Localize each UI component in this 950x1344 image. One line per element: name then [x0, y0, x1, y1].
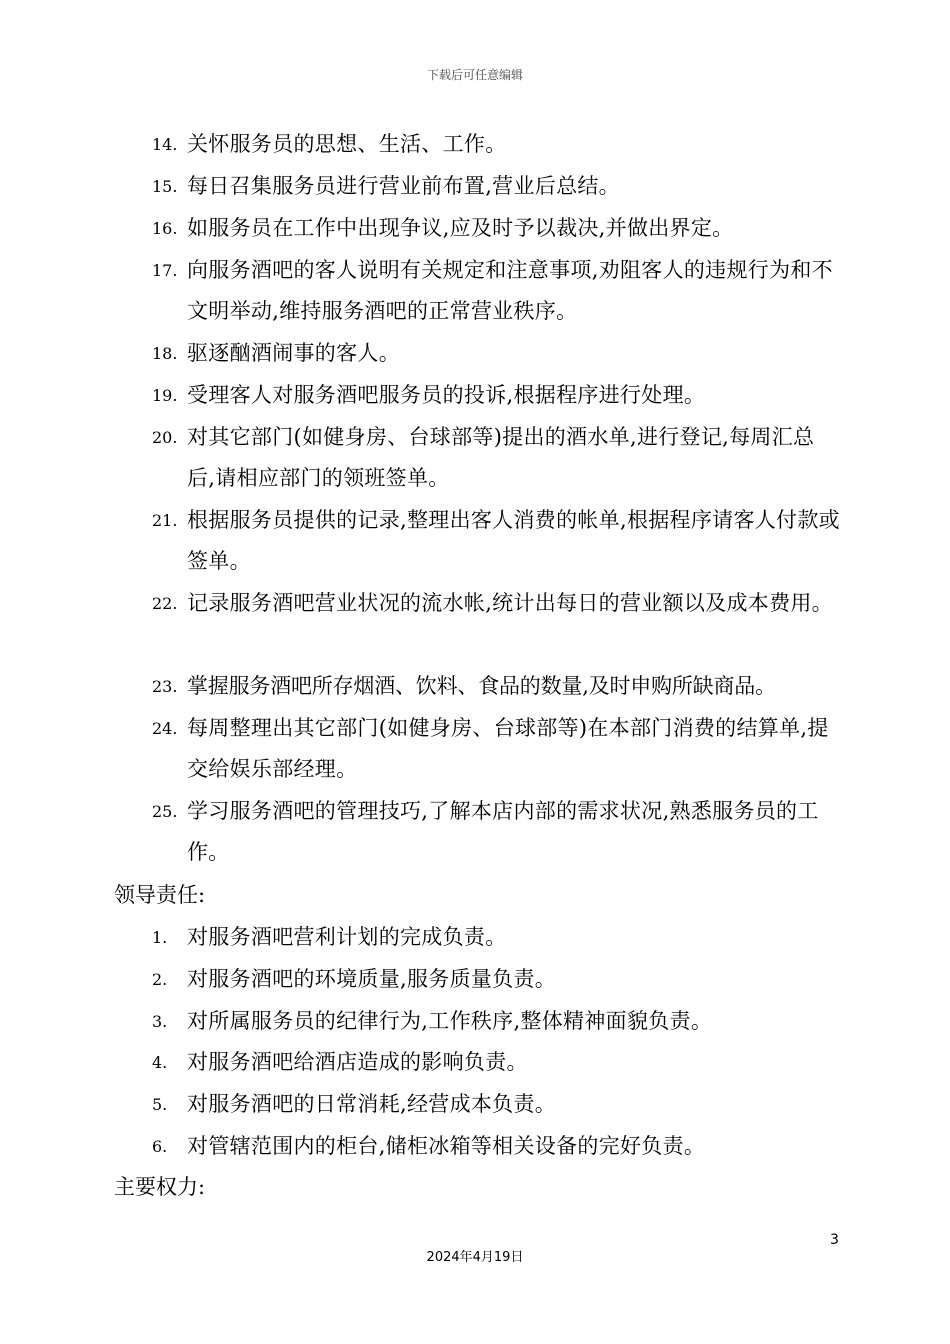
item-number: 20.	[152, 428, 178, 447]
item-text: 向服务酒吧的客人说明有关规定和注意事项,劝阻客人的违规行为和不文明举动,维持服务酒吧的正常营业秩序。	[187, 258, 833, 323]
item-number: 18.	[152, 344, 178, 363]
leadership-heading: 领导责任:	[114, 883, 206, 907]
item-number: 5.	[152, 1095, 168, 1114]
item-number: 19.	[152, 386, 178, 405]
footer-date: 2024年4月19日	[426, 1250, 524, 1265]
item-text: 对管辖范围内的柜台,储柜冰箱等相关设备的完好负责。	[187, 1134, 706, 1158]
item-text: 对服务酒吧营利计划的完成负责。	[187, 925, 507, 949]
item-text: 学习服务酒吧的管理技巧,了解本店内部的需求状况,熟悉服务员的工作。	[187, 799, 819, 864]
item-text: 根据服务员提供的记录,整理出客人消费的帐单,根据程序请客人付款或签单。	[187, 508, 840, 573]
item-text: 受理客人对服务酒吧服务员的投诉,根据程序进行处理。	[187, 383, 706, 407]
item-number: 4.	[152, 1053, 168, 1072]
item-number: 3.	[152, 1012, 168, 1031]
item-number: 21.	[152, 511, 178, 530]
item-number: 6.	[152, 1137, 168, 1156]
item-text: 对服务酒吧的环境质量,服务质量负责。	[187, 967, 557, 991]
item-text: 驱逐酗酒闹事的客人。	[187, 341, 400, 365]
item-text: 对其它部门(如健身房、台球部等)提出的酒水单,进行登记,每周汇总后,请相应部门的领班签单。	[187, 425, 815, 490]
item-number: 22.	[152, 594, 178, 613]
item-number: 1.	[152, 928, 168, 947]
item-number: 23.	[152, 677, 178, 696]
item-text: 每日召集服务员进行营业前布置,营业后总结。	[187, 174, 620, 198]
item-text: 每周整理出其它部门(如健身房、台球部等)在本部门消费的结算单,提交给娱乐部经理。	[187, 716, 829, 781]
page-header-note: 下载后可任意编辑	[426, 68, 523, 82]
item-text: 对所属服务员的纪律行为,工作秩序,整体精神面貌负责。	[187, 1009, 713, 1033]
item-number: 15.	[152, 177, 178, 196]
item-number: 17.	[152, 261, 178, 280]
item-number: 14.	[152, 135, 178, 154]
item-number: 24.	[152, 719, 178, 738]
item-number: 25.	[152, 802, 178, 821]
item-text: 如服务员在工作中出现争议,应及时予以裁决,并做出界定。	[187, 216, 734, 240]
item-text: 关怀服务员的思想、生活、工作。	[187, 132, 507, 156]
item-text: 对服务酒吧给酒店造成的影响负责。	[187, 1050, 528, 1074]
page-number: 3	[830, 1232, 839, 1248]
item-number: 16.	[152, 219, 178, 238]
item-text: 掌握服务酒吧所存烟酒、饮料、食品的数量,及时申购所缺商品。	[187, 674, 776, 698]
item-number: 2.	[152, 970, 168, 989]
item-text: 对服务酒吧的日常消耗,经营成本负责。	[187, 1092, 557, 1116]
item-text: 记录服务酒吧营业状况的流水帐,统计出每日的营业额以及成本费用。	[187, 591, 833, 615]
powers-heading: 主要权力:	[114, 1175, 206, 1199]
